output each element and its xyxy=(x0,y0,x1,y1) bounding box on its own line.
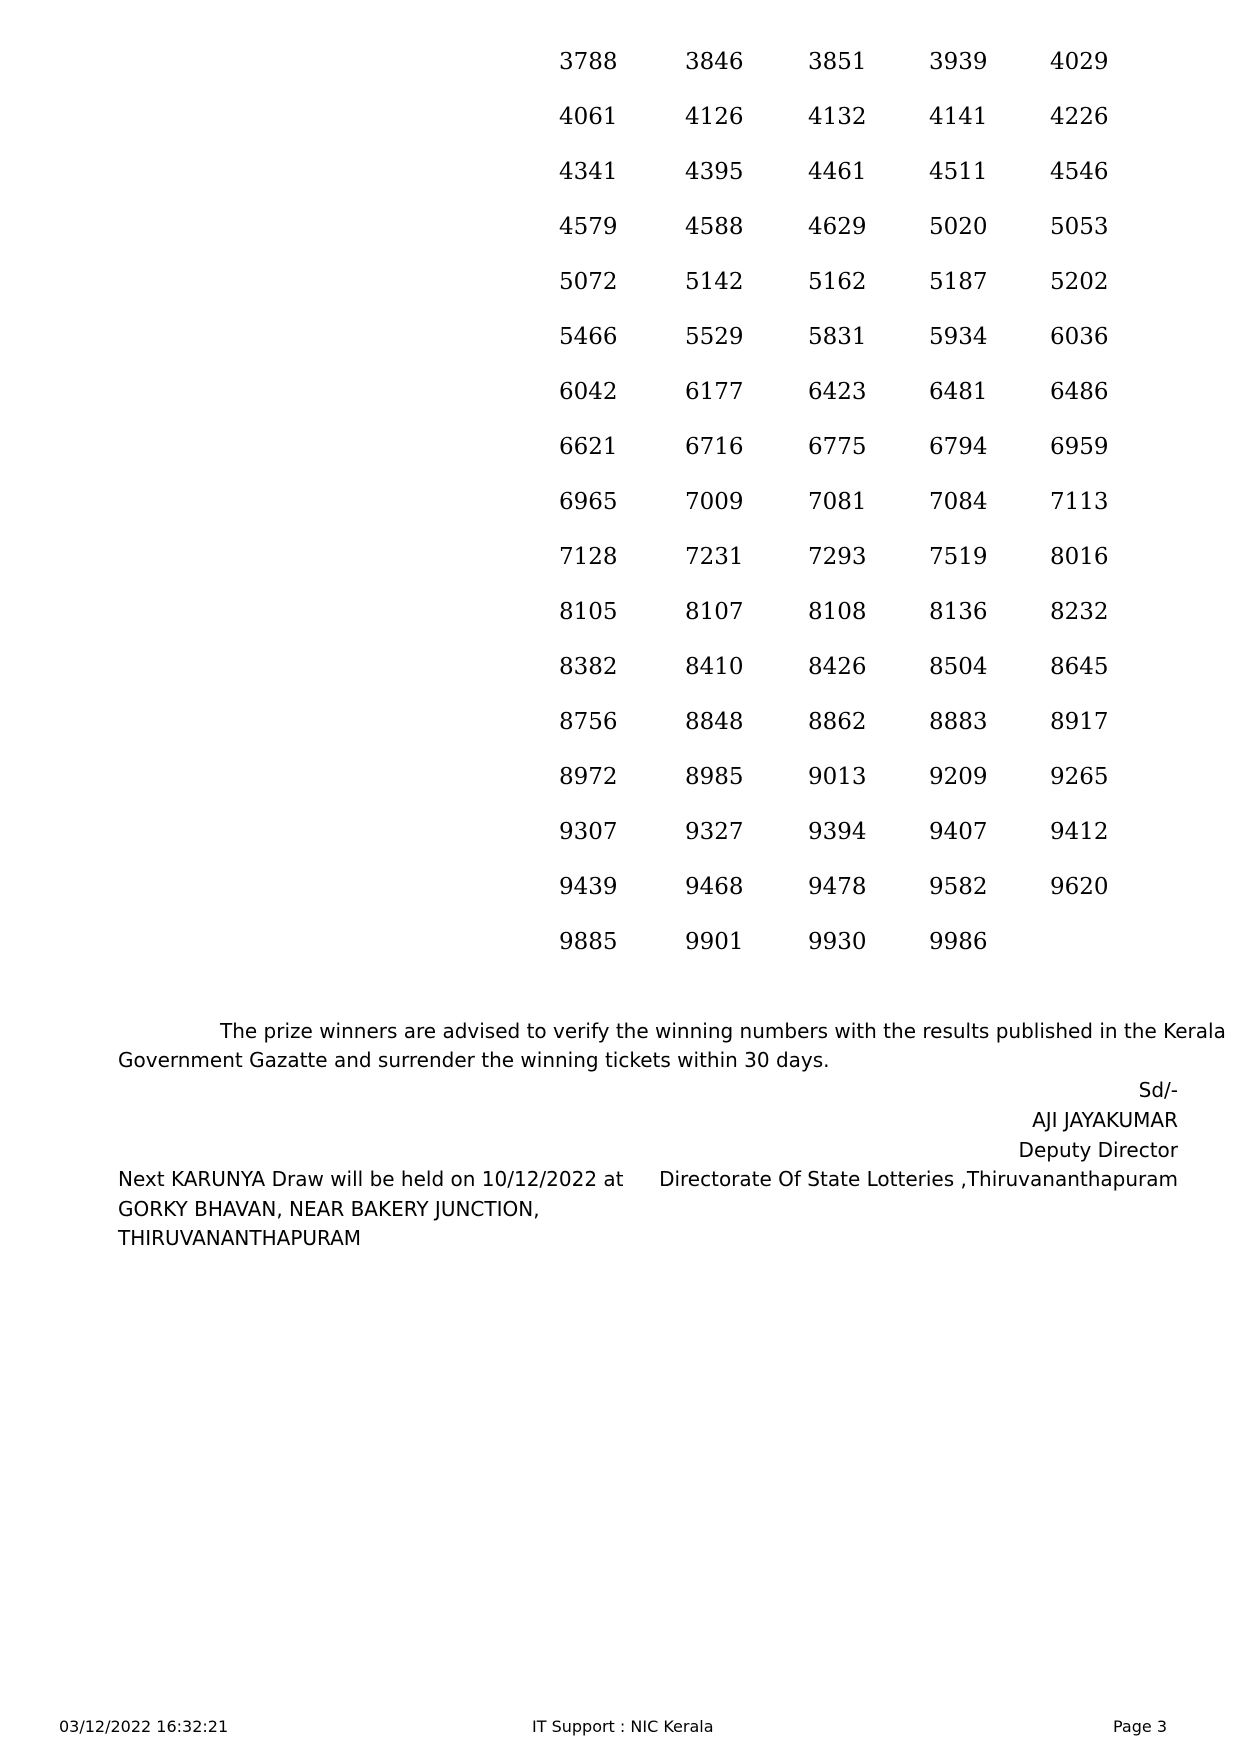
winning-number: 4629 xyxy=(808,214,867,240)
winning-number: 8426 xyxy=(808,654,867,680)
winning-number: 9468 xyxy=(685,874,744,900)
winning-number: 9930 xyxy=(808,929,867,955)
winning-number: 4546 xyxy=(1050,159,1109,185)
winning-number: 9209 xyxy=(929,764,988,790)
winning-number: 7293 xyxy=(808,544,867,570)
winning-number: 8504 xyxy=(929,654,988,680)
winning-number: 4511 xyxy=(929,159,988,185)
winning-number: 6621 xyxy=(559,434,618,460)
winning-number: 4395 xyxy=(685,159,744,185)
number-row xyxy=(0,757,1241,797)
winning-number: 4061 xyxy=(559,104,618,130)
winning-number: 4588 xyxy=(685,214,744,240)
winning-number: 9439 xyxy=(559,874,618,900)
winning-number: 5162 xyxy=(808,269,867,295)
winning-number: 5142 xyxy=(685,269,744,295)
winning-number: 3846 xyxy=(685,49,744,75)
winning-number: 6486 xyxy=(1050,379,1109,405)
winning-number: 3851 xyxy=(808,49,867,75)
winning-number: 5187 xyxy=(929,269,988,295)
signatory-designation: Deputy Director xyxy=(1018,1138,1178,1162)
notice-line-1: The prize winners are advised to verify the winning numbers with the results published in the Kerala xyxy=(220,1019,1226,1043)
number-row xyxy=(0,812,1241,852)
winning-number: 8645 xyxy=(1050,654,1109,680)
winning-number: 4579 xyxy=(559,214,618,240)
winning-number: 5831 xyxy=(808,324,867,350)
number-row xyxy=(0,427,1241,467)
winning-number: 6794 xyxy=(929,434,988,460)
winning-number: 5202 xyxy=(1050,269,1109,295)
winning-number: 9394 xyxy=(808,819,867,845)
winning-number: 8136 xyxy=(929,599,988,625)
signatory-office: Directorate Of State Lotteries ,Thiruvananthapuram xyxy=(659,1167,1178,1191)
winning-number: 8105 xyxy=(559,599,618,625)
winning-number: 8862 xyxy=(808,709,867,735)
winning-number: 6423 xyxy=(808,379,867,405)
winning-number: 9412 xyxy=(1050,819,1109,845)
footer-page-number: Page 3 xyxy=(1113,1717,1167,1736)
winning-number: 7128 xyxy=(559,544,618,570)
winning-number: 8410 xyxy=(685,654,744,680)
winning-number: 8917 xyxy=(1050,709,1109,735)
winning-number: 5934 xyxy=(929,324,988,350)
winning-number: 6042 xyxy=(559,379,618,405)
winning-number: 6481 xyxy=(929,379,988,405)
winning-number: 8107 xyxy=(685,599,744,625)
signature-sd: Sd/- xyxy=(1138,1078,1178,1102)
winning-number: 8232 xyxy=(1050,599,1109,625)
winning-number: 6716 xyxy=(685,434,744,460)
winning-number: 9327 xyxy=(685,819,744,845)
winning-number: 7231 xyxy=(685,544,744,570)
winning-number: 3939 xyxy=(929,49,988,75)
signatory-name: AJI JAYAKUMAR xyxy=(1032,1108,1178,1132)
winning-number: 8756 xyxy=(559,709,618,735)
number-row xyxy=(0,372,1241,412)
winning-number: 9582 xyxy=(929,874,988,900)
winning-number: 7519 xyxy=(929,544,988,570)
winning-number: 5020 xyxy=(929,214,988,240)
winning-number: 5053 xyxy=(1050,214,1109,240)
winning-number: 4029 xyxy=(1050,49,1109,75)
number-row xyxy=(0,867,1241,907)
winning-number: 4132 xyxy=(808,104,867,130)
winning-number: 4461 xyxy=(808,159,867,185)
winning-number: 6959 xyxy=(1050,434,1109,460)
number-row xyxy=(0,152,1241,192)
winning-number: 8972 xyxy=(559,764,618,790)
next-draw-line-3: THIRUVANANTHAPURAM xyxy=(118,1226,362,1250)
winning-number: 5072 xyxy=(559,269,618,295)
number-row xyxy=(0,207,1241,247)
number-row xyxy=(0,317,1241,357)
winning-number: 6965 xyxy=(559,489,618,515)
winning-number: 9478 xyxy=(808,874,867,900)
winning-number: 4341 xyxy=(559,159,618,185)
winning-number: 6775 xyxy=(808,434,867,460)
number-row xyxy=(0,537,1241,577)
winning-number: 9885 xyxy=(559,929,618,955)
number-row xyxy=(0,592,1241,632)
winning-number: 9013 xyxy=(808,764,867,790)
winning-number: 9407 xyxy=(929,819,988,845)
number-row xyxy=(0,647,1241,687)
winning-number: 8382 xyxy=(559,654,618,680)
winning-number: 8883 xyxy=(929,709,988,735)
number-row xyxy=(0,262,1241,302)
footer-timestamp: 03/12/2022 16:32:21 xyxy=(59,1717,229,1736)
winning-number: 8016 xyxy=(1050,544,1109,570)
winning-number: 7009 xyxy=(685,489,744,515)
winning-number: 8985 xyxy=(685,764,744,790)
winning-number: 6177 xyxy=(685,379,744,405)
winning-number: 4226 xyxy=(1050,104,1109,130)
winning-number: 5466 xyxy=(559,324,618,350)
footer-it-support: IT Support : NIC Kerala xyxy=(532,1717,714,1736)
winning-number: 7084 xyxy=(929,489,988,515)
winning-number: 8848 xyxy=(685,709,744,735)
number-row xyxy=(0,482,1241,522)
next-draw-line-1: Next KARUNYA Draw will be held on 10/12/2022 at xyxy=(118,1167,624,1191)
winning-number: 4141 xyxy=(929,104,988,130)
winning-number: 7081 xyxy=(808,489,867,515)
winning-number: 7113 xyxy=(1050,489,1109,515)
number-row xyxy=(0,922,1241,962)
next-draw-line-2: GORKY BHAVAN, NEAR BAKERY JUNCTION, xyxy=(118,1197,540,1221)
winning-number: 9265 xyxy=(1050,764,1109,790)
winning-number: 6036 xyxy=(1050,324,1109,350)
number-row xyxy=(0,42,1241,82)
winning-number: 9901 xyxy=(685,929,744,955)
winning-number: 4126 xyxy=(685,104,744,130)
winning-number: 8108 xyxy=(808,599,867,625)
winning-number: 9620 xyxy=(1050,874,1109,900)
notice-line-2: Government Gazatte and surrender the winning tickets within 30 days. xyxy=(118,1048,830,1072)
winning-number: 3788 xyxy=(559,49,618,75)
number-row xyxy=(0,702,1241,742)
winning-number: 5529 xyxy=(685,324,744,350)
winning-number: 9307 xyxy=(559,819,618,845)
number-row xyxy=(0,97,1241,137)
winning-number: 9986 xyxy=(929,929,988,955)
